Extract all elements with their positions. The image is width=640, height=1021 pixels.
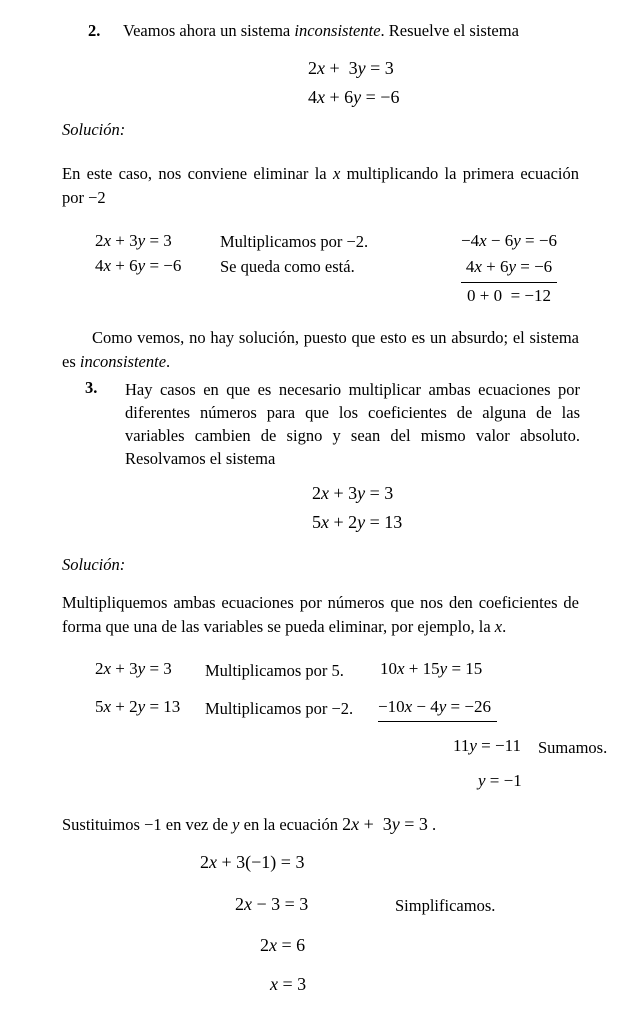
paragraph-no-solution [62, 326, 579, 373]
step-2-equation: 2x − 3 = 3 [235, 894, 309, 914]
paragraph-substitute [62, 814, 622, 835]
paragraph-eliminate-x [62, 162, 579, 209]
paragraph-4-start: Sustituimos −1 en vez de [62, 815, 233, 834]
paragraph-1-start: En este caso, nos conviene eliminar la [62, 164, 333, 183]
system-1-equations [308, 54, 399, 112]
work-2-final-y-value: y = −1 [478, 771, 522, 790]
paragraph-1-variable: x [332, 164, 341, 183]
paragraph-4-end: . [427, 815, 437, 834]
work-2-sum-equation: 11y = −11 [453, 736, 521, 755]
system-2-equation-1: 2x + 3y = 3 [312, 483, 394, 503]
item-2-text-emphasis: inconsistente [294, 21, 381, 40]
step-4-equation: x = 3 [270, 974, 307, 994]
paragraph-4-variable: y [232, 815, 240, 834]
work-1-note-1: Multiplicamos por −2. [220, 232, 369, 251]
paragraph-4-inline-equation: 2x + 3y = 3 [342, 814, 428, 834]
paragraph-2-start: Como vemos, no hay solución, puesto que esto es un absurdo; el sistema es [62, 328, 579, 371]
work-1-equation-2: 4x + 6y = −6 [95, 255, 182, 275]
work-1-notes-column [220, 230, 368, 279]
system-2-equations [312, 479, 402, 537]
work-1-result-column [450, 228, 568, 309]
paragraph-multiply-both [62, 591, 579, 638]
item-2-text-start: Veamos ahora un sistema [123, 21, 295, 40]
work-1-result-line-2: 4x + 6y = −6 [461, 254, 557, 283]
work-2-sum-note: Sumamos. [538, 738, 608, 757]
step-3-equation: 2x = 6 [260, 935, 306, 955]
work-1-result-line-3: 0 + 0 = −12 [466, 286, 551, 305]
work-1-equations-column [95, 229, 181, 278]
step-1-equation: 2x + 3(−1) = 3 [200, 852, 305, 872]
item-2-text-end: . Resuelve el sistema [380, 21, 519, 40]
paragraph-1-end: multiplicando la primera ecuación por −2 [62, 164, 579, 207]
work-2-row-1-result: 10x + 15y = 15 [380, 659, 483, 678]
work-1-note-2: Se queda como está. [220, 256, 355, 276]
item-2-text [123, 21, 593, 41]
work-1-result-line-1: −4x − 6y = −6 [461, 231, 557, 250]
work-1-equation-1: 2x + 3y = 3 [95, 231, 172, 250]
item-3-text: Hay casos en que es necesario multiplicar ambas ecuaciones por diferentes números para que los coeficientes de alguna de las variables cambien de signo y sean del mismo valor absoluto. Resolvamos el sistema [125, 380, 580, 468]
paragraph-3-start: Multipliquemos ambas ecuaciones por números que nos den coeficientes de forma que una de las variables se pueda eliminar, por ejemplo, la [62, 593, 579, 636]
work-2-row-1-note: Multiplicamos por 5. [205, 661, 344, 680]
item-3-number: 3. [85, 378, 98, 397]
paragraph-4-middle: en la ecuación [239, 815, 343, 834]
paragraph-3-end: . [502, 616, 507, 636]
system-1-equation-2: 4x + 6y = −6 [308, 87, 400, 107]
system-2-equation-2: 5x + 2y = 13 [312, 512, 403, 532]
system-1-equation-1: 2x + 3y = 3 [308, 58, 394, 78]
paragraph-3-variable: x [494, 616, 503, 636]
paragraph-2-end: . [166, 351, 171, 371]
work-2-row-2-result-underlined: −10x − 4y = −26 [378, 697, 497, 722]
item-2-number: 2. [88, 21, 101, 40]
work-2-row-1-equation: 2x + 3y = 3 [95, 659, 172, 678]
work-2-row-2-note: Multiplicamos por −2. [205, 699, 354, 718]
solution-label-2: Solución: [62, 555, 126, 574]
paragraph-2-emphasis: inconsistente [79, 351, 167, 371]
solution-label-1: Solución: [62, 120, 126, 139]
step-2-note: Simplificamos. [395, 896, 496, 915]
work-2-row-2-equation: 5x + 2y = 13 [95, 697, 181, 716]
